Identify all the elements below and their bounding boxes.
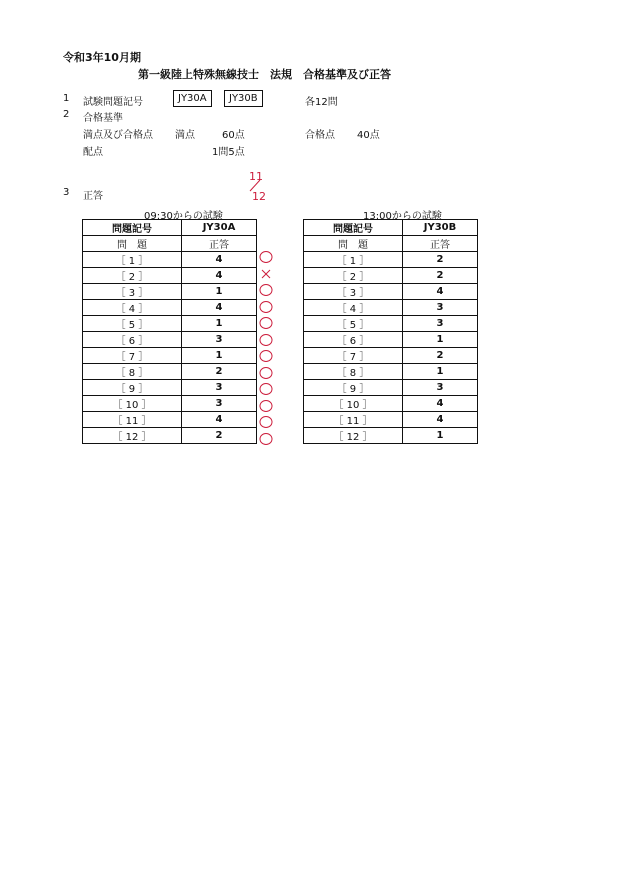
question-number: ［ 7 ］ <box>304 348 403 364</box>
table-row <box>83 316 257 332</box>
correct-answer: 3 <box>182 380 257 396</box>
circle-mark-icon <box>258 381 274 397</box>
section3-number: 3 <box>63 187 70 198</box>
question-number: ［ 10 ］ <box>83 396 182 412</box>
table-row <box>304 364 478 380</box>
answer-header: 正答 <box>182 236 257 252</box>
circle-mark-icon <box>258 365 274 381</box>
code-value: JY30A <box>182 220 257 236</box>
exam-period: 令和3年10月期 <box>63 51 141 64</box>
question-number: ［ 2 ］ <box>83 268 182 284</box>
question-number: ［ 1 ］ <box>304 252 403 268</box>
correct-answer: 4 <box>182 268 257 284</box>
table-row <box>304 284 478 300</box>
correct-answer: 1 <box>182 348 257 364</box>
circle-mark-icon <box>258 315 274 331</box>
correct-answer: 3 <box>182 396 257 412</box>
section1-number: 1 <box>63 93 70 104</box>
question-number: ［ 9 ］ <box>304 380 403 396</box>
points-label: 配点 <box>83 147 103 158</box>
section2-number: 2 <box>63 109 70 120</box>
score-denominator: 12 <box>252 190 266 203</box>
table-row <box>83 300 257 316</box>
table-row <box>304 332 478 348</box>
full-score-value: 60点 <box>222 130 245 141</box>
points-value: 1問5点 <box>212 147 245 158</box>
table-row <box>304 396 478 412</box>
question-number: ［ 7 ］ <box>83 348 182 364</box>
correct-answer: 2 <box>403 252 478 268</box>
correct-answer: 1 <box>182 284 257 300</box>
question-header: 問 題 <box>83 236 182 252</box>
question-number: ［ 2 ］ <box>304 268 403 284</box>
circle-mark-icon <box>258 431 274 447</box>
code-box-a: JY30A <box>173 90 212 107</box>
correct-answer: 1 <box>403 428 478 444</box>
table-row <box>83 428 257 444</box>
table-row <box>304 300 478 316</box>
question-number: ［ 9 ］ <box>83 380 182 396</box>
table-subheader-row <box>83 236 257 252</box>
correct-answer: 2 <box>182 364 257 380</box>
correct-answer: 4 <box>182 252 257 268</box>
circle-mark-icon <box>258 398 274 414</box>
full-score-label: 満点 <box>175 130 195 141</box>
correct-answer: 4 <box>403 284 478 300</box>
question-number: ［ 11 ］ <box>304 412 403 428</box>
correct-answer: 2 <box>403 348 478 364</box>
table-row <box>83 268 257 284</box>
question-number: ［ 6 ］ <box>83 332 182 348</box>
circle-mark-icon <box>258 332 274 348</box>
table-row <box>304 268 478 284</box>
table-header-row <box>304 220 478 236</box>
correct-answer: 3 <box>403 300 478 316</box>
question-number: ［ 12 ］ <box>304 428 403 444</box>
question-number: ［ 8 ］ <box>304 364 403 380</box>
correct-answer: 1 <box>403 364 478 380</box>
table-row <box>83 412 257 428</box>
handwritten-score <box>240 170 270 204</box>
table-row <box>304 428 478 444</box>
pass-score-label: 合格点 <box>305 130 335 141</box>
circle-mark-icon <box>258 299 274 315</box>
table-row <box>304 348 478 364</box>
answer-table-b <box>303 219 478 444</box>
section3-label: 正答 <box>83 191 103 202</box>
correct-answer: 4 <box>403 412 478 428</box>
question-number: ［ 3 ］ <box>304 284 403 300</box>
correct-answer: 1 <box>182 316 257 332</box>
session-title-b: 13:00からの試験 <box>363 211 442 222</box>
code-value: JY30B <box>403 220 478 236</box>
score-numerator: 11 <box>249 170 263 183</box>
question-header: 問 題 <box>304 236 403 252</box>
question-number: ［ 4 ］ <box>304 300 403 316</box>
question-number: ［ 1 ］ <box>83 252 182 268</box>
correct-answer: 2 <box>403 268 478 284</box>
circle-mark-icon <box>258 282 274 298</box>
correct-answer: 4 <box>403 396 478 412</box>
correct-answer: 4 <box>182 412 257 428</box>
correct-answer: 3 <box>403 316 478 332</box>
circle-mark-icon <box>258 249 274 265</box>
table-row <box>304 316 478 332</box>
code-header: 問題記号 <box>83 220 182 236</box>
correct-answer: 3 <box>182 332 257 348</box>
table-row <box>83 252 257 268</box>
question-number: ［ 3 ］ <box>83 284 182 300</box>
table-row <box>304 252 478 268</box>
question-number: ［ 4 ］ <box>83 300 182 316</box>
table-row <box>83 396 257 412</box>
section1-label: 試験問題記号 <box>83 97 143 108</box>
question-number: ［ 6 ］ <box>304 332 403 348</box>
session-title-a: 09:30からの試験 <box>144 211 223 222</box>
correct-answer: 3 <box>403 380 478 396</box>
table-row <box>83 284 257 300</box>
page-title: 第一級陸上特殊無線技士 法規 合格基準及び正答 <box>138 68 391 81</box>
pass-score-value: 40点 <box>357 130 380 141</box>
answer-header: 正答 <box>403 236 478 252</box>
code-header: 問題記号 <box>304 220 403 236</box>
table-row <box>304 380 478 396</box>
section2-label: 合格基準 <box>83 113 123 124</box>
table-row <box>83 380 257 396</box>
table-header-row <box>83 220 257 236</box>
correct-answer: 1 <box>403 332 478 348</box>
full-pass-label: 満点及び合格点 <box>83 130 153 141</box>
question-number: ［ 12 ］ <box>83 428 182 444</box>
question-number: ［ 11 ］ <box>83 412 182 428</box>
correct-answer: 2 <box>182 428 257 444</box>
table-subheader-row <box>304 236 478 252</box>
cross-mark-icon <box>258 266 274 282</box>
table-row <box>83 332 257 348</box>
table-row <box>83 348 257 364</box>
question-number: ［ 5 ］ <box>304 316 403 332</box>
question-number: ［ 10 ］ <box>304 396 403 412</box>
table-row <box>304 412 478 428</box>
table-row <box>83 364 257 380</box>
circle-mark-icon <box>258 348 274 364</box>
question-count: 各12問 <box>305 97 338 108</box>
code-box-b: JY30B <box>224 90 263 107</box>
circle-mark-icon <box>258 414 274 430</box>
correct-answer: 4 <box>182 300 257 316</box>
question-number: ［ 5 ］ <box>83 316 182 332</box>
question-number: ［ 8 ］ <box>83 364 182 380</box>
answer-table-a <box>82 219 257 444</box>
